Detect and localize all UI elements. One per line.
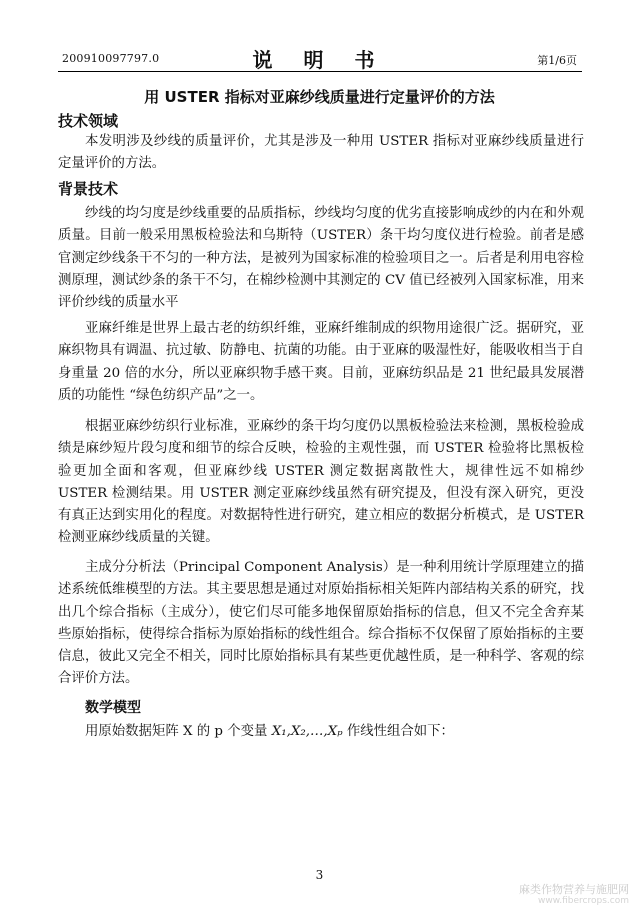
paragraph-background-2: 亚麻纤维是世界上最古老的纺织纤维，亚麻纤维制成的织物用途很广泛。据研究，亚麻织物具有调温、抗过敏、防静电、抗菌的功能。由于亚麻的吸湿性好，能吸收相当于自身重量 20 倍的水分，所以亚麻织物手感干爽。目前，亚麻纺织品是 21 世纪最具发展潜质的功能性 “绿色纺织产品”之一。 [58,321,584,403]
formula-suffix: 作线性组合如下： [346,724,454,739]
paragraph-background-1: 纱线的均匀度是纱线重要的品质指标，纱线均匀度的优劣直接影响成纱的内在和外观质量。目前一般采用黑板检验法和乌斯特（USTER）条干均匀度仪进行检验。前者是感官测定纱线条干不匀的一种方法，是被列为国家标准的检验项目之一。后者是利用电容检测原理，测试纱条的条干不匀，在棉纱检测中其测定的 CV 值已经被列入国家标准，用来评价纱线的质量水平 [58,206,584,311]
page-number: 3 [315,868,324,882]
formula-variables: X₁,X₂,…,Xₚ [271,724,343,739]
paragraph-background-4: 主成分分析法（Principal Component Analysis）是一种利用统计学原理建立的描述系统低维模型的方法。其主要思想是通过对原始指标相关矩阵内部结构关系的研究，找出几个综合指标（主成分），使它们尽可能多地保留原始指标的信息，但又不完全舍弃某些原始指标，使得综合指标为原始指标的线性组合。综合指标不仅保留了原始指标的主要信息，彼此又完全不相关，同时比原始指标具有某些更优越性质，是一种科学、客观的综合评价方法。 [58,560,584,687]
heading-background: 背景技术 [58,180,119,198]
watermark-url: www.fibercrops.com [538,896,629,906]
formula-prefix: 用原始数据矩阵 X 的 p 个变量 [85,724,268,739]
heading-tech-field: 技术领域 [58,112,119,130]
document-type-heading: 说 明 书 [252,48,387,72]
application-number: 200910097797.0 [62,52,160,65]
watermark-site-name: 麻类作物营养与施肥网 [519,883,629,896]
heading-math-model: 数学模型 [85,700,141,716]
page-indicator: 第1/6页 [537,54,577,67]
header-divider [58,71,582,72]
formula-line [85,720,454,739]
paragraph-background-3: 根据亚麻纱纺织行业标准，亚麻纱的条干均匀度仍以黑板检验法来检测，黑板检验成绩是麻纱短片段匀度和细节的综合反映，检验的主观性强，而 USTER 检验将比黑板检验更加全面和客观，但亚麻纱线 USTER 测定数据离散性大，规律性远不如棉纱 USTER 检测结果。用 USTER 测定亚麻纱线虽然有研究提及，但没有深入研究，更没有真正达到实用化的程度。对数据特性进行研究，建立相应的数据分析模式，是 USTER 检测亚麻纱线质量的关键。 [58,419,584,546]
paragraph-tech-field: 本发明涉及纱线的质量评价，尤其是涉及一种用 USTER 指标对亚麻纱线质量进行定量评价的方法。 [58,134,584,172]
document-title: 用 USTER 指标对亚麻纱线质量进行定量评价的方法 [144,88,495,106]
